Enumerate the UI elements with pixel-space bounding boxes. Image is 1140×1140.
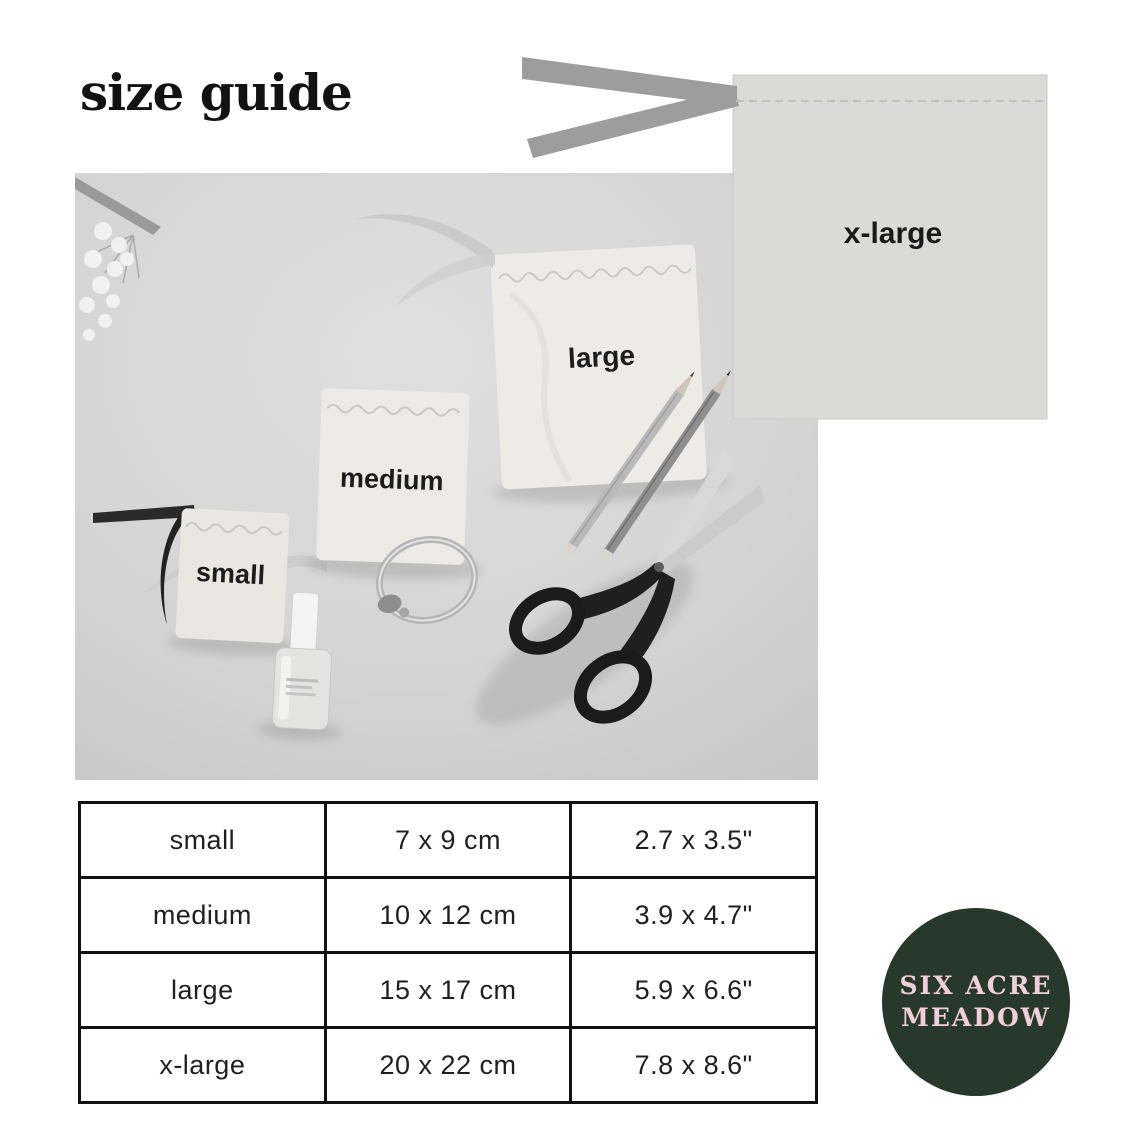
table-row (80, 803, 817, 878)
bag-label-medium: medium (339, 462, 445, 497)
table-cell-cm: 7 x 9 cm (325, 803, 571, 878)
table-row (80, 1028, 817, 1103)
table-cell-inches: 7.8 x 8.6" (571, 1028, 817, 1103)
table-cell-cm: 20 x 22 cm (325, 1028, 571, 1103)
bag-label-small: small (195, 556, 266, 591)
brand-logo-line1: SIX ACRE (899, 971, 1053, 1000)
bag-label-large: large (567, 339, 636, 375)
ribbon-tie-icon-2 (527, 88, 739, 158)
table-cell-size: small (80, 803, 326, 878)
table-cell-inches: 2.7 x 3.5" (571, 803, 817, 878)
table-cell-size: medium (80, 878, 326, 953)
page-title: size guide (80, 63, 352, 122)
table-cell-size: x-large (80, 1028, 326, 1103)
table-cell-inches: 3.9 x 4.7" (571, 878, 817, 953)
xlarge-diagram (500, 40, 1060, 435)
table-row (80, 878, 817, 953)
table-cell-cm: 15 x 17 cm (325, 953, 571, 1028)
diagram-label: x-large (843, 217, 943, 250)
table-cell-size: large (80, 953, 326, 1028)
size-table (78, 801, 818, 1104)
table-cell-inches: 5.9 x 6.6" (571, 953, 817, 1028)
table-row (80, 953, 817, 1028)
table-cell-cm: 10 x 12 cm (325, 878, 571, 953)
brand-logo (882, 908, 1070, 1096)
brand-logo-line2: MEADOW (901, 1003, 1051, 1032)
